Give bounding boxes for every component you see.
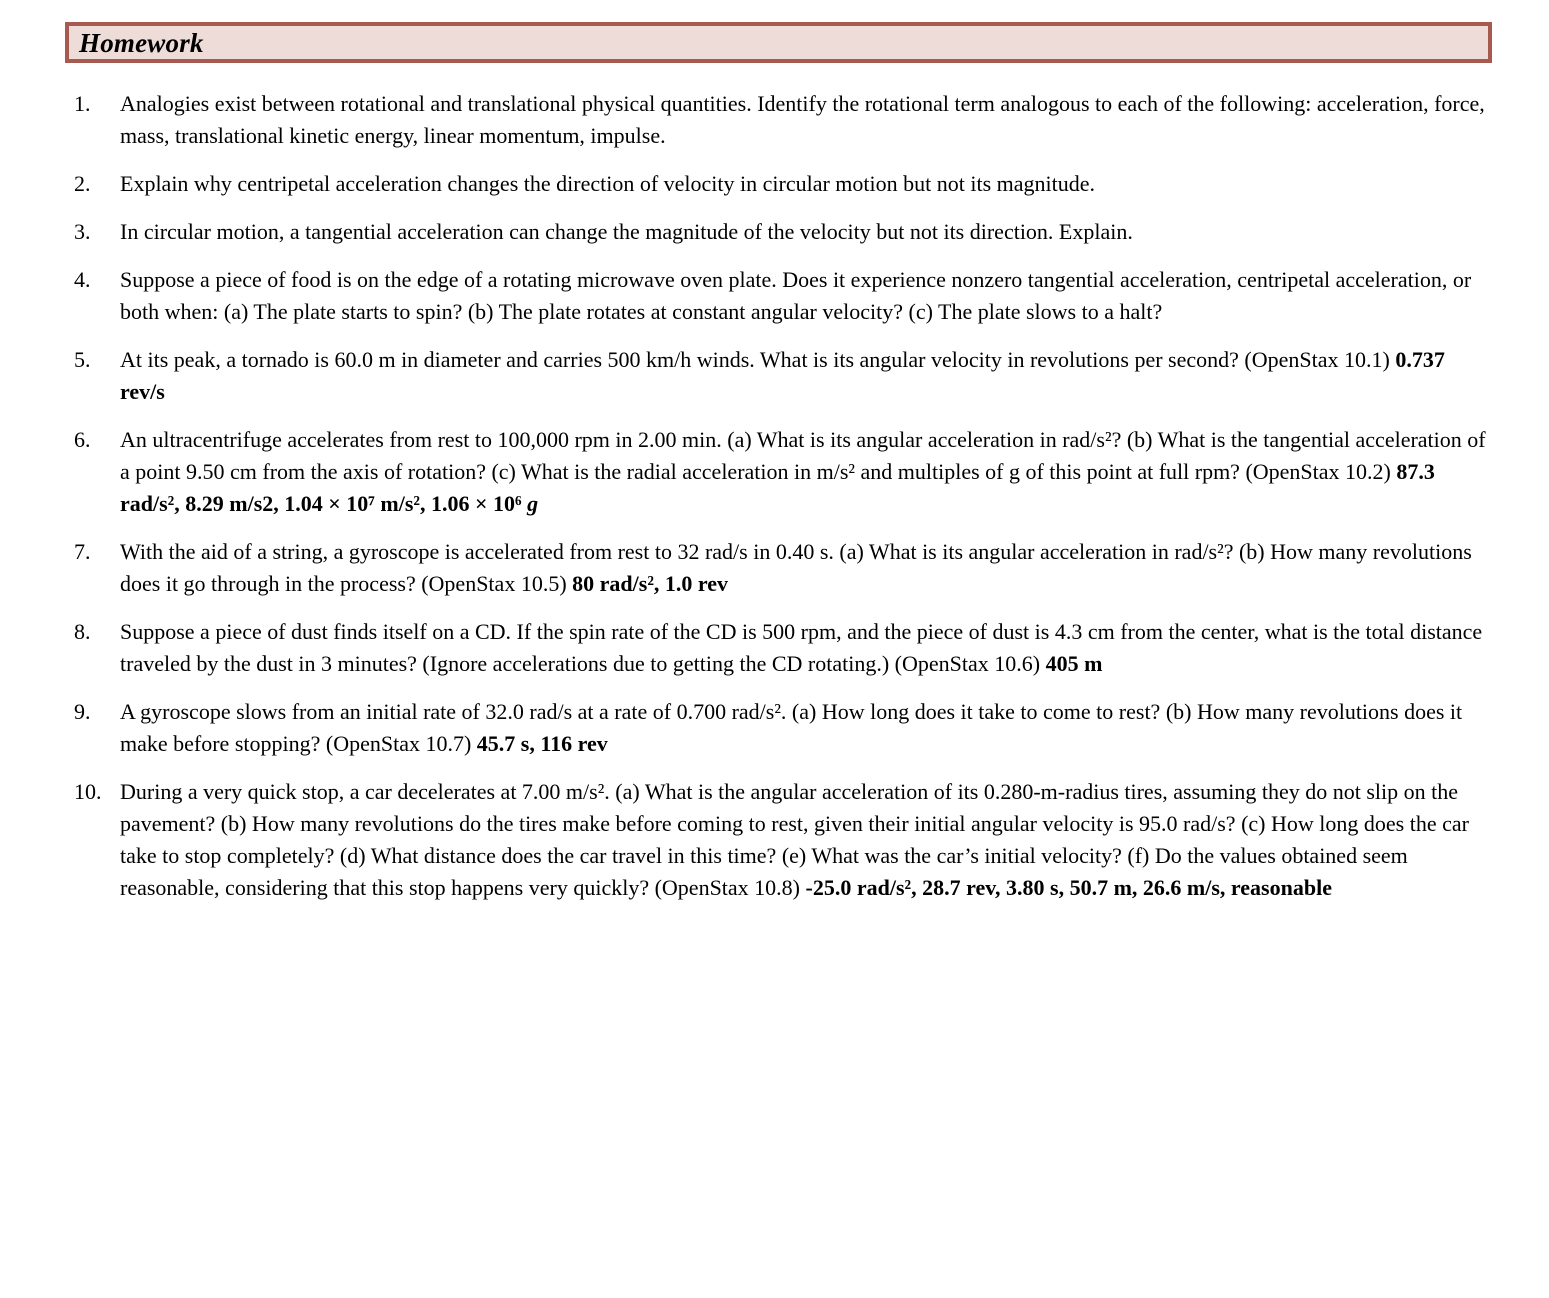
answer-text: 45.7 s, 116 rev	[476, 731, 608, 756]
list-item	[65, 616, 1492, 680]
list-item	[65, 776, 1492, 904]
question-text: During a very quick stop, a car decelerates at 7.00 m/s². (a) What is the angular acceleration of its 0.280-m-radius tires, assuming they do not slip on the pavement? (b) How many revolutions do the tires make before coming to rest, given their initial angular velocity is 95.0 rad/s? (c) How long does the car take to stop completely? (d) What distance does the car travel in this time? (e) What was the car’s initial velocity? (f) Do the values obtained seem reasonable, considering that this stop happens very quickly? (OpenStax 10.8)	[120, 779, 1469, 900]
item-body	[120, 216, 1492, 248]
item-body	[120, 536, 1492, 600]
list-item	[65, 216, 1492, 248]
item-number: 1.	[74, 91, 91, 116]
answer-text: 0.737 rev/s	[120, 347, 1445, 404]
list-item	[65, 344, 1492, 408]
item-number: 9.	[74, 699, 91, 724]
item-body	[120, 696, 1492, 760]
question-text: At its peak, a tornado is 60.0 m in diameter and carries 500 km/h winds. What is its angular velocity in revolutions per second? (OpenStax 10.1)	[120, 347, 1390, 372]
homework-list	[65, 88, 1492, 904]
item-body	[120, 616, 1492, 680]
list-item	[65, 696, 1492, 760]
question-text: Suppose a piece of food is on the edge of a rotating microwave oven plate. Does it experience nonzero tangential acceleration, centripetal acceleration, or both when: (a) The plate starts to spin? (b) The plate rotates at constant angular velocity? (c) The plate slows to a halt?	[120, 267, 1472, 324]
item-number: 6.	[74, 427, 91, 452]
list-item	[65, 424, 1492, 520]
list-item	[65, 88, 1492, 152]
question-text: Suppose a piece of dust finds itself on a CD. If the spin rate of the CD is 500 rpm, and the piece of dust is 4.3 cm from the center, what is the total distance traveled by the dust in 3 minutes? (Ignore accelerations due to getting the CD rotating.) (OpenStax 10.6)	[120, 619, 1483, 676]
question-text: Explain why centripetal acceleration changes the direction of velocity in circular motion but not its magnitude.	[120, 171, 1096, 196]
question-text: An ultracentrifuge accelerates from rest to 100,000 rpm in 2.00 min. (a) What is its angular acceleration in rad/s²? (b) What is the tangential acceleration of a point 9.50 cm from the axis of rotation? (c) What is the radial acceleration in m/s² and multiples of g of this point at full rpm? (OpenStax 10.2)	[120, 427, 1486, 484]
list-item	[65, 264, 1492, 328]
item-number: 2.	[74, 171, 91, 196]
question-text: In circular motion, a tangential acceleration can change the magnitude of the velocity but not its direction. Explain.	[120, 219, 1133, 244]
answer-variable-g: g	[527, 491, 539, 516]
page-title: Homework	[79, 27, 204, 58]
item-body	[120, 776, 1492, 904]
answer-text: 405 m	[1045, 651, 1103, 676]
item-number: 7.	[74, 539, 91, 564]
item-number: 10.	[74, 779, 102, 804]
item-number: 8.	[74, 619, 91, 644]
question-text: Analogies exist between rotational and translational physical quantities. Identify the rotational term analogous to each of the following: acceleration, force, mass, translational kinetic energy, linear momentum, impulse.	[120, 91, 1485, 148]
list-item	[65, 168, 1492, 200]
item-body	[120, 264, 1492, 328]
item-body	[120, 344, 1492, 408]
item-number: 5.	[74, 347, 91, 372]
answer-text: 80 rad/s², 1.0 rev	[572, 571, 729, 596]
question-text: With the aid of a string, a gyroscope is accelerated from rest to 32 rad/s in 0.40 s. (a) What is its angular acceleration in rad/s²? (b) How many revolutions does it go through in the process? (OpenStax 10.5)	[120, 539, 1472, 596]
answer-text: 87.3 rad/s², 8.29 m/s2, 1.04 × 10⁷ m/s², 1.06 × 10⁶	[120, 459, 1435, 516]
item-number: 4.	[74, 267, 91, 292]
answer-text: -25.0 rad/s², 28.7 rev, 3.80 s, 50.7 m, 26.6 m/s, reasonable	[805, 875, 1332, 900]
item-body	[120, 424, 1492, 520]
item-body	[120, 88, 1492, 152]
item-body	[120, 168, 1492, 200]
question-text: A gyroscope slows from an initial rate of 32.0 rad/s at a rate of 0.700 rad/s². (a) How long does it take to come to rest? (b) How many revolutions does it make before stopping? (OpenStax 10.7)	[120, 699, 1463, 756]
item-number: 3.	[74, 219, 91, 244]
homework-header-box	[65, 22, 1492, 63]
list-item	[65, 536, 1492, 600]
